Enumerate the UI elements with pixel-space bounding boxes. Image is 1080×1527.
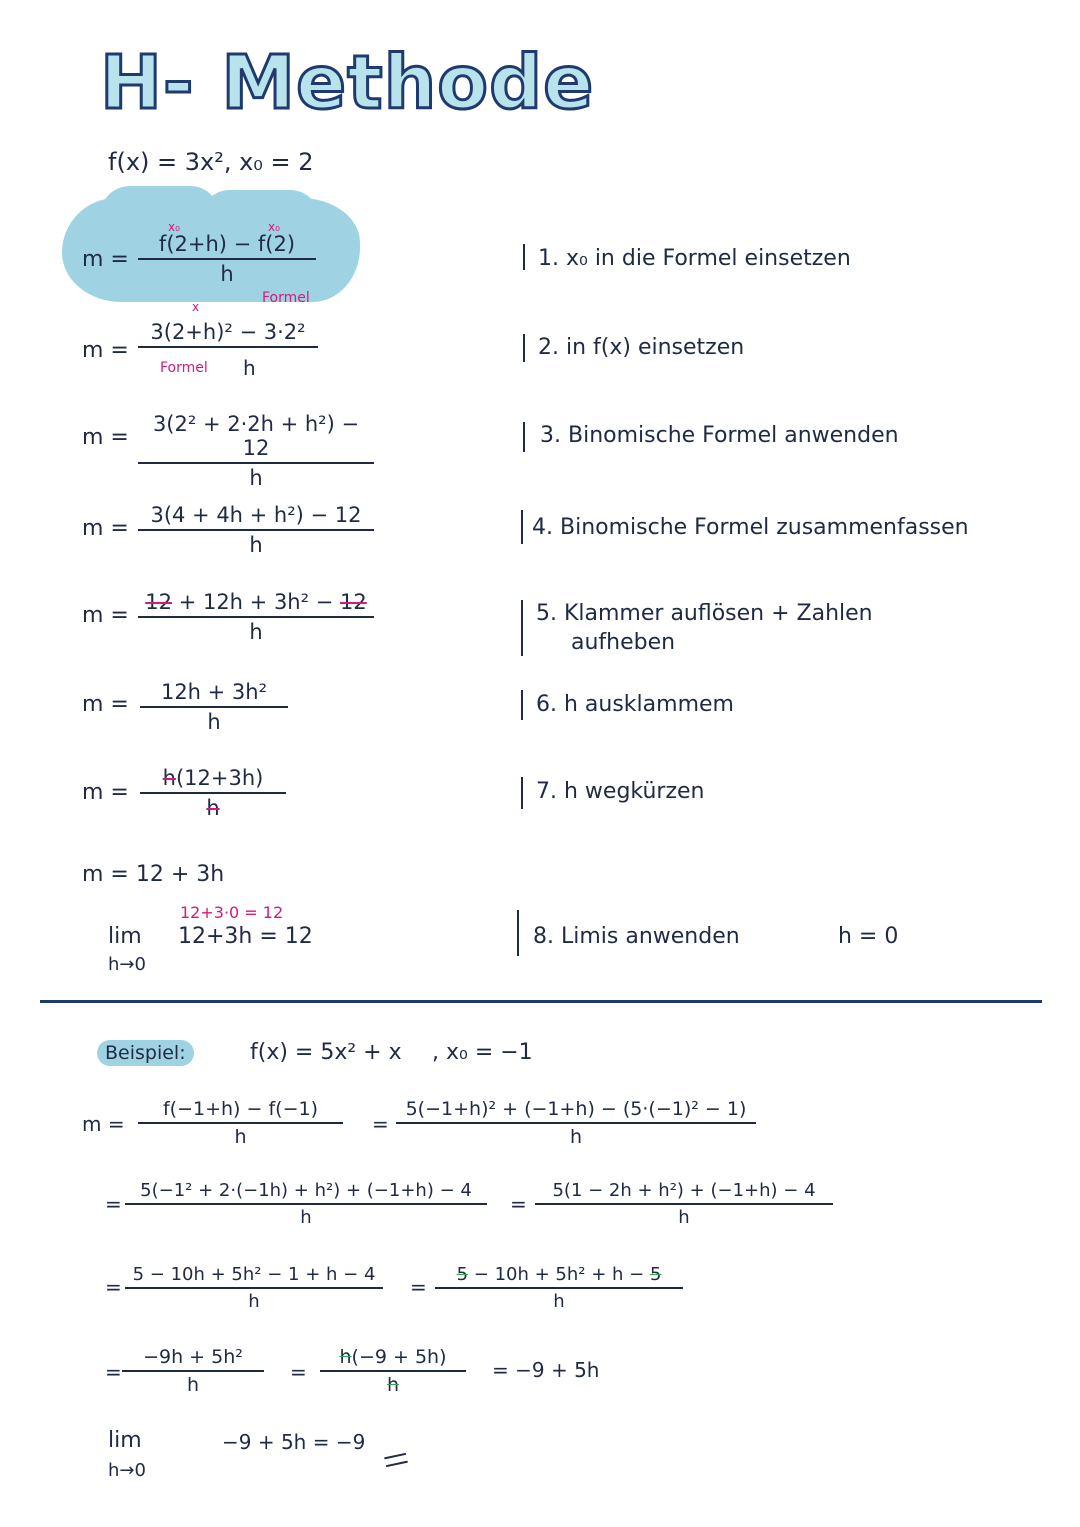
example-f8-denominator: h: [386, 1374, 400, 1396]
example-f6-denominator: h: [553, 1291, 565, 1312]
equals-sign: =: [410, 1275, 427, 1299]
example-fraction-7: [122, 1346, 264, 1396]
annotation-formel-2: Formel: [160, 360, 208, 376]
step-7: 7. h wegkürzen: [536, 779, 705, 804]
example-simplified: = −9 + 5h: [492, 1358, 600, 1382]
example-function: f(x) = 5x² + x: [250, 1040, 402, 1065]
example-cancel-h: h: [339, 1346, 352, 1368]
function-definition: f(x) = 3x², x₀ = 2: [108, 148, 314, 176]
row2-numerator: 3(2+h)² − 3·2²: [138, 320, 318, 348]
equals-sign: =: [290, 1360, 307, 1384]
example-fraction-5: [125, 1264, 383, 1312]
row3-fraction: [138, 412, 374, 490]
example-fraction-6: [435, 1264, 683, 1312]
row1-numerator: f(2+h) − f(2): [138, 232, 316, 260]
example-f1-denominator: h: [234, 1126, 247, 1148]
row6-fraction: [140, 680, 288, 734]
row7-numerator: [140, 766, 286, 794]
example-f8-bracket: (−9 + 5h): [351, 1346, 447, 1368]
example-f1-numerator: f(−1+h) − f(−1): [138, 1098, 343, 1124]
row7-bracket: (12+3h): [175, 766, 264, 790]
example-limit-expression: −9 + 5h = −9: [222, 1430, 366, 1454]
step-3: 3. Binomische Formel anwenden: [540, 423, 899, 448]
step-1: 1. x₀ in die Formel einsetzen: [538, 246, 851, 271]
example-f8-numerator: [320, 1346, 466, 1372]
example-badge: Beispiel:: [97, 1040, 194, 1066]
example-x0: , x₀ = −1: [432, 1040, 533, 1065]
limit-expression: 12+3h = 12: [178, 924, 313, 949]
step-bar: [523, 244, 525, 270]
example-f4-denominator: h: [678, 1207, 690, 1228]
row5-numerator: [138, 590, 374, 618]
row1-lhs: m =: [82, 247, 129, 272]
step-6: 6. h ausklammem: [536, 692, 734, 717]
annotation-x0: x₀: [268, 220, 280, 234]
limit-subscript: h→0: [108, 954, 146, 975]
limit-annotation: 12+3·0 = 12: [180, 903, 284, 922]
row5-lhs: m =: [82, 603, 129, 628]
example-f6-numerator: [435, 1264, 683, 1289]
row7-fraction: [140, 766, 286, 820]
example-cancel-term: 5: [456, 1264, 469, 1285]
example-f7-numerator: −9h + 5h²: [122, 1346, 264, 1372]
row4-fraction: [138, 503, 374, 557]
annotation-formel: Formel: [262, 290, 310, 306]
row7-denominator: h: [206, 796, 220, 820]
step-bar: [517, 910, 519, 956]
step-bar: [521, 690, 523, 720]
step-bar: [521, 600, 523, 656]
annotation-x: x: [192, 300, 200, 314]
step-bar: [521, 777, 523, 809]
row3-lhs: m =: [82, 425, 129, 450]
example-cancel-term: 5: [649, 1264, 662, 1285]
row5-cancel-term: 12: [339, 590, 367, 614]
row5-cancel-term: 12: [145, 590, 173, 614]
example-f5-denominator: h: [248, 1291, 260, 1312]
example-f7-denominator: h: [186, 1374, 200, 1396]
example-lhs: m =: [82, 1112, 125, 1136]
step-2: 2. in f(x) einsetzen: [538, 335, 745, 360]
row4-numerator: 3(4 + 4h + h²) − 12: [138, 503, 374, 531]
example-limit-word: lim: [108, 1428, 142, 1453]
section-divider: [40, 1000, 1042, 1003]
step-bar: [521, 510, 523, 544]
annotation-x0: x₀: [168, 220, 180, 234]
equals-sign: =: [105, 1275, 122, 1299]
row7-lhs: m =: [82, 780, 129, 805]
row6-lhs: m =: [82, 692, 129, 717]
example-f5-numerator: 5 − 10h + 5h² − 1 + h − 4: [125, 1264, 383, 1289]
step-bar: [523, 334, 525, 362]
step-bar: [523, 422, 525, 452]
example-f2-numerator: 5(−1+h)² + (−1+h) − (5·(−1)² − 1): [396, 1098, 756, 1124]
result-line: m = 12 + 3h: [82, 862, 225, 887]
row5-middle-terms: + 12h + 3h² −: [172, 590, 340, 614]
equals-sign: =: [105, 1192, 122, 1216]
row1-denominator: h: [220, 262, 234, 286]
step-8: 8. Limis anwenden: [533, 924, 740, 949]
example-limit-subscript: h→0: [108, 1460, 146, 1481]
row5-fraction: [138, 590, 374, 644]
equals-sign: =: [510, 1192, 527, 1216]
row2-fraction: [138, 320, 318, 348]
example-f4-numerator: 5(1 − 2h + h²) + (−1+h) − 4: [535, 1180, 833, 1205]
row2-denominator: h: [243, 356, 256, 380]
example-f6-middle: − 10h + 5h² + h −: [468, 1264, 650, 1285]
limit-word: lim: [108, 924, 142, 949]
row1-fraction: [138, 232, 316, 286]
equals-sign: =: [105, 1360, 122, 1384]
example-fraction-4: [535, 1180, 833, 1228]
page-title: H- Methode: [100, 40, 595, 126]
example-f2-denominator: h: [569, 1126, 583, 1148]
step-5-cont: aufheben: [571, 630, 676, 655]
row3-numerator: 3(2² + 2·2h + h²) − 12: [138, 412, 374, 464]
equals-sign: =: [372, 1112, 389, 1136]
example-fraction-3: [125, 1180, 487, 1228]
row6-numerator: 12h + 3h²: [140, 680, 288, 708]
step-5: 5. Klammer auflösen + Zahlen: [536, 601, 873, 626]
row4-denominator: h: [249, 533, 263, 557]
row2-lhs: m =: [82, 338, 129, 363]
row6-denominator: h: [207, 710, 221, 734]
step-4: 4. Binomische Formel zusammenfassen: [532, 515, 969, 540]
example-f3-numerator: 5(−1² + 2·(−1h) + h²) + (−1+h) − 4: [125, 1180, 487, 1205]
example-fraction-8: [320, 1346, 466, 1396]
example-fraction-2: [396, 1098, 756, 1148]
row7-cancel-h: h: [162, 766, 176, 790]
row4-lhs: m =: [82, 516, 129, 541]
example-fraction-1: [138, 1098, 343, 1148]
double-underline-mark: [384, 1453, 408, 1467]
row5-denominator: h: [249, 620, 263, 644]
step-8-condition: h = 0: [838, 924, 899, 949]
example-f3-denominator: h: [300, 1207, 312, 1228]
row3-denominator: h: [249, 466, 263, 490]
